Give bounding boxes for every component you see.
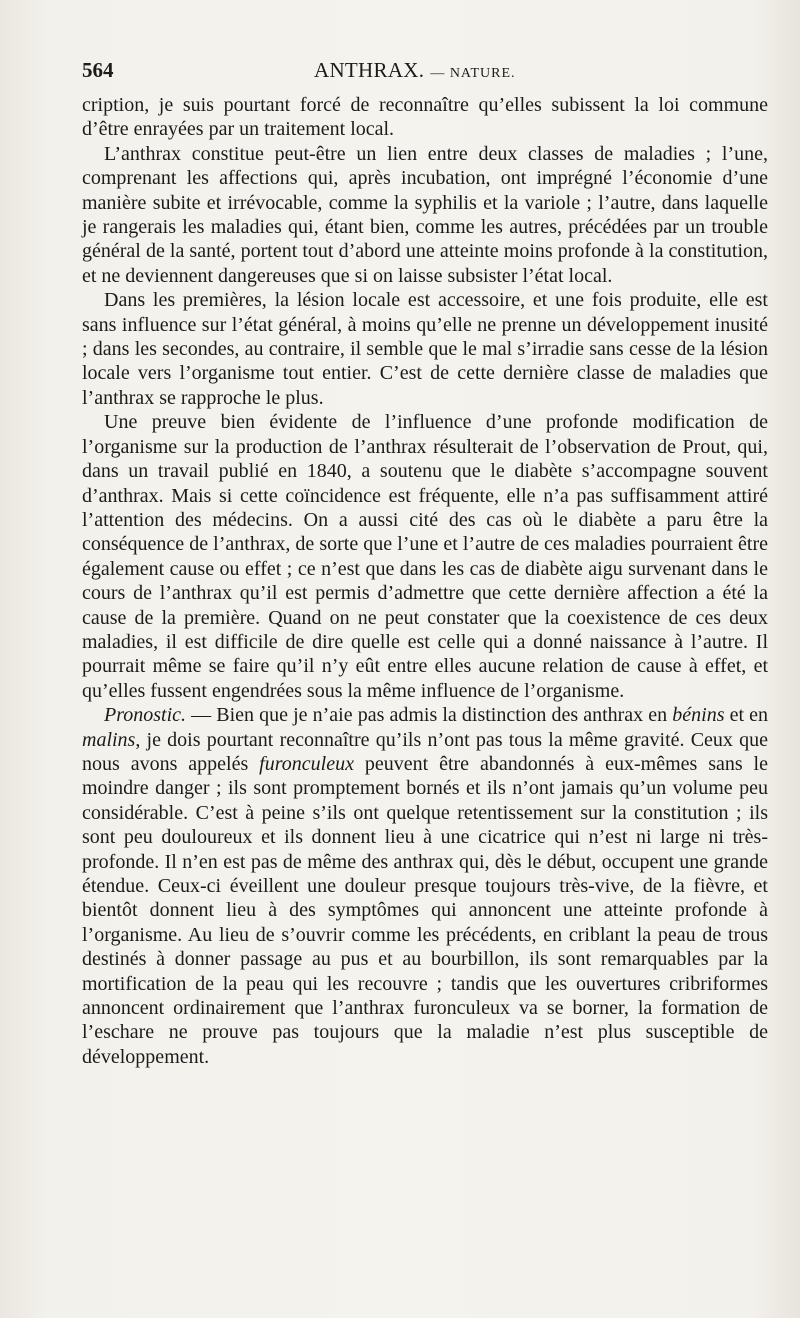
page-number: 564 <box>82 58 114 82</box>
body-text <box>82 93 768 1069</box>
text-run: et en <box>724 704 769 727</box>
italic-term: bénins <box>672 704 725 727</box>
running-title-main: ANTHRAX. <box>314 58 425 82</box>
paragraph <box>82 93 768 142</box>
paragraph <box>82 410 768 703</box>
text-run: peuvent être abandonnés à eux-mêmes sans le moindre danger ; ils sont promptement bornés et ils n’ont jamais qu’un volume peu considérable. C’est à peine s’ils ont quelque retentissement sur la constitution ; ils sont peu douloureux et ils donnent lieu à une cicatrice qui n’est ni large ni très-profonde. Il n’en est pas de même des anthrax qui, dès le début, occupent une grande étendue. Ceux-ci éveillent une douleur presque toujours très-vive, de la fièvre, et bientôt donnent lieu à des symptômes qui annoncent une atteinte profonde à l’organisme. Au lieu de s’ouvrir comme les précédents, en criblant la peau de trous destinés à donner passage au pus et au bourbillon, ils sont remarquables par la mortification de la peau qui les recouvre ; tandis que les ouvertures cribriformes annoncent ordinairement que l’anthrax furonculeux va se borner, la formation de l’eschare ne prouve pas toujours que la maladie n’est plus susceptible de développement. <box>82 752 768 1068</box>
paragraph <box>82 703 768 1069</box>
page-header <box>82 58 768 88</box>
text-run: cription, je suis pourtant forcé de reconnaître qu’elles subissent la loi commune d’être enrayées par un traitement local. <box>82 94 768 141</box>
text-run: Une preuve bien évidente de l’influence d’une profonde modification de l’organisme sur la production de l’anthrax résulterait de l’observation de Prout, qui, dans un travail publié en 1840, a soutenu que le diabète s’accompagne souvent d’anthrax. Mais si cette coïncidence est fréquente, elle n’a pas suffisamment attiré l’attention des médecins. On a aussi cité des cas où le diabète a paru être la conséquence de l’anthrax, de sorte que l’une et l’autre de ces maladies pourraient être également cause ou effet ; ce n’est que dans les cas de diabète aigu survenant dans le cours de l’anthrax qu’il est permis d’admettre que cette dernière affection a été la cause de la première. Quand on ne peut constater que la coexistence de ces deux maladies, il est difficile de dire quelle est celle qui a donné naissance à l’autre. Il pourrait même se faire qu’il n’y eût entre elles aucune relation de cause à effet, et qu’elles fussent engendrées sous la même influence de l’organisme. <box>82 411 768 702</box>
text-run: Dans les premières, la lésion locale est accessoire, et une fois produite, elle est sans influence sur l’état général, à moins qu’elle ne prenne un développement inusité ; dans les secondes, au contraire, il semble que le mal s’irradie sans cesse de la lésion locale vers l’organisme tout entier. C’est de cette dernière classe de maladies que l’anthrax se rapproche le plus. <box>82 289 768 409</box>
paragraph <box>82 288 768 410</box>
text-run: L’anthrax constitue peut-être un lien entre deux classes de maladies ; l’une, comprenant les affections qui, après incubation, ont imprégné l’économie d’une manière subite et irrévocable, comme la syphilis et la variole ; l’autre, dans laquelle je rangerais les maladies qui, étant bien, comme les autres, précédées par un trouble général de la santé, portent tout d’abord une atteinte moins profonde à la constitution, et ne deviennent dangereuses que si on laisse subsister l’état local. <box>82 142 768 287</box>
italic-term: furonculeux <box>259 752 354 775</box>
running-title-subtitle: — NATURE. <box>430 66 516 81</box>
italic-term: Pronostic. <box>104 704 187 727</box>
italic-term: malins <box>82 728 136 751</box>
running-title <box>314 58 516 83</box>
paragraph <box>82 142 768 288</box>
text-run: , je dois pourtant reconnaître qu’ils n’ont pas tous la même gravité. Ceux que nous avons appelés <box>82 728 768 775</box>
text-run: — Bien que je n’aie pas admis la distinction des anthrax en <box>186 704 673 727</box>
